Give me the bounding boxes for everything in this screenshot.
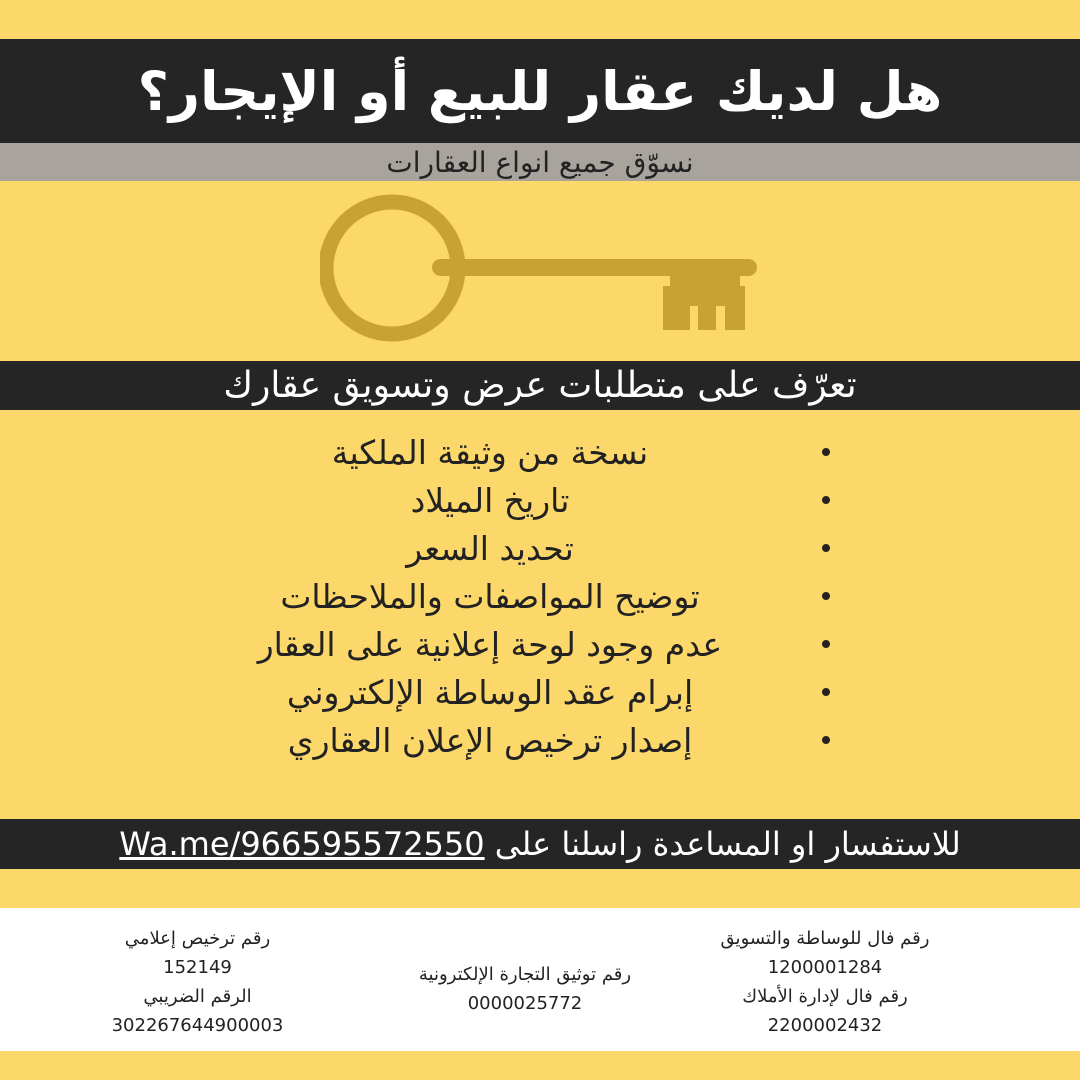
tax-number-label: الرقم الضريبي <box>143 986 252 1007</box>
fal-brokerage-value: 1200001284 <box>767 957 883 978</box>
fal-property-value: 2200002432 <box>767 1015 883 1036</box>
bullet-icon <box>822 736 830 744</box>
footer <box>0 908 1080 1051</box>
list-item-text: تحديد السعر <box>406 529 574 568</box>
media-license-value: 152149 <box>163 957 232 978</box>
page-subtitle: نسوّق جميع انواع العقارات <box>386 145 694 179</box>
page-title: هل لديك عقار للبيع أو الإيجار؟ <box>137 59 943 123</box>
contact-banner <box>0 819 1080 869</box>
list-item <box>0 430 1080 478</box>
list-item <box>0 718 1080 766</box>
bullet-icon <box>822 448 830 456</box>
bullet-icon <box>822 496 830 504</box>
bullet-icon <box>822 640 830 648</box>
subtitle-banner <box>0 143 1080 181</box>
whatsapp-link[interactable]: Wa.me/966595572550 <box>119 825 485 863</box>
tax-number-value: 302267644900003 <box>111 1015 284 1036</box>
media-license-label: رقم ترخيص إعلامي <box>124 928 271 949</box>
list-item <box>0 670 1080 718</box>
requirements-list <box>0 430 1080 766</box>
key-icon <box>320 186 770 356</box>
footer-license-column <box>95 924 300 1040</box>
fal-brokerage-label: رقم فال للوساطة والتسويق <box>720 928 930 949</box>
ecommerce-value: 0000025772 <box>467 993 583 1014</box>
footer-ecommerce-column <box>380 960 670 1018</box>
bullet-icon <box>822 688 830 696</box>
list-item <box>0 622 1080 670</box>
list-item <box>0 478 1080 526</box>
list-item <box>0 526 1080 574</box>
list-item-text: نسخة من وثيقة الملكية <box>331 433 649 472</box>
list-item-text: تاريخ الميلاد <box>410 481 570 520</box>
list-item-text: عدم وجود لوحة إعلانية على العقار <box>257 625 723 664</box>
bullet-icon <box>822 592 830 600</box>
requirements-heading: تعرّف على متطلبات عرض وتسويق عقارك <box>223 365 857 406</box>
requirements-heading-banner <box>0 361 1080 410</box>
list-item <box>0 574 1080 622</box>
fal-property-label: رقم فال لإدارة الأملاك <box>742 986 908 1007</box>
contact-line <box>119 825 960 863</box>
ecommerce-label: رقم توثيق التجارة الإلكترونية <box>418 964 632 985</box>
list-item-text: إصدار ترخيص الإعلان العقاري <box>287 721 693 760</box>
footer-fal-column <box>690 924 960 1040</box>
contact-text: للاستفسار او المساعدة راسلنا على <box>494 825 961 863</box>
title-banner <box>0 39 1080 143</box>
list-item-text: توضيح المواصفات والملاحظات <box>280 577 700 616</box>
list-item-text: إبرام عقد الوساطة الإلكتروني <box>286 673 694 712</box>
bullet-icon <box>822 544 830 552</box>
